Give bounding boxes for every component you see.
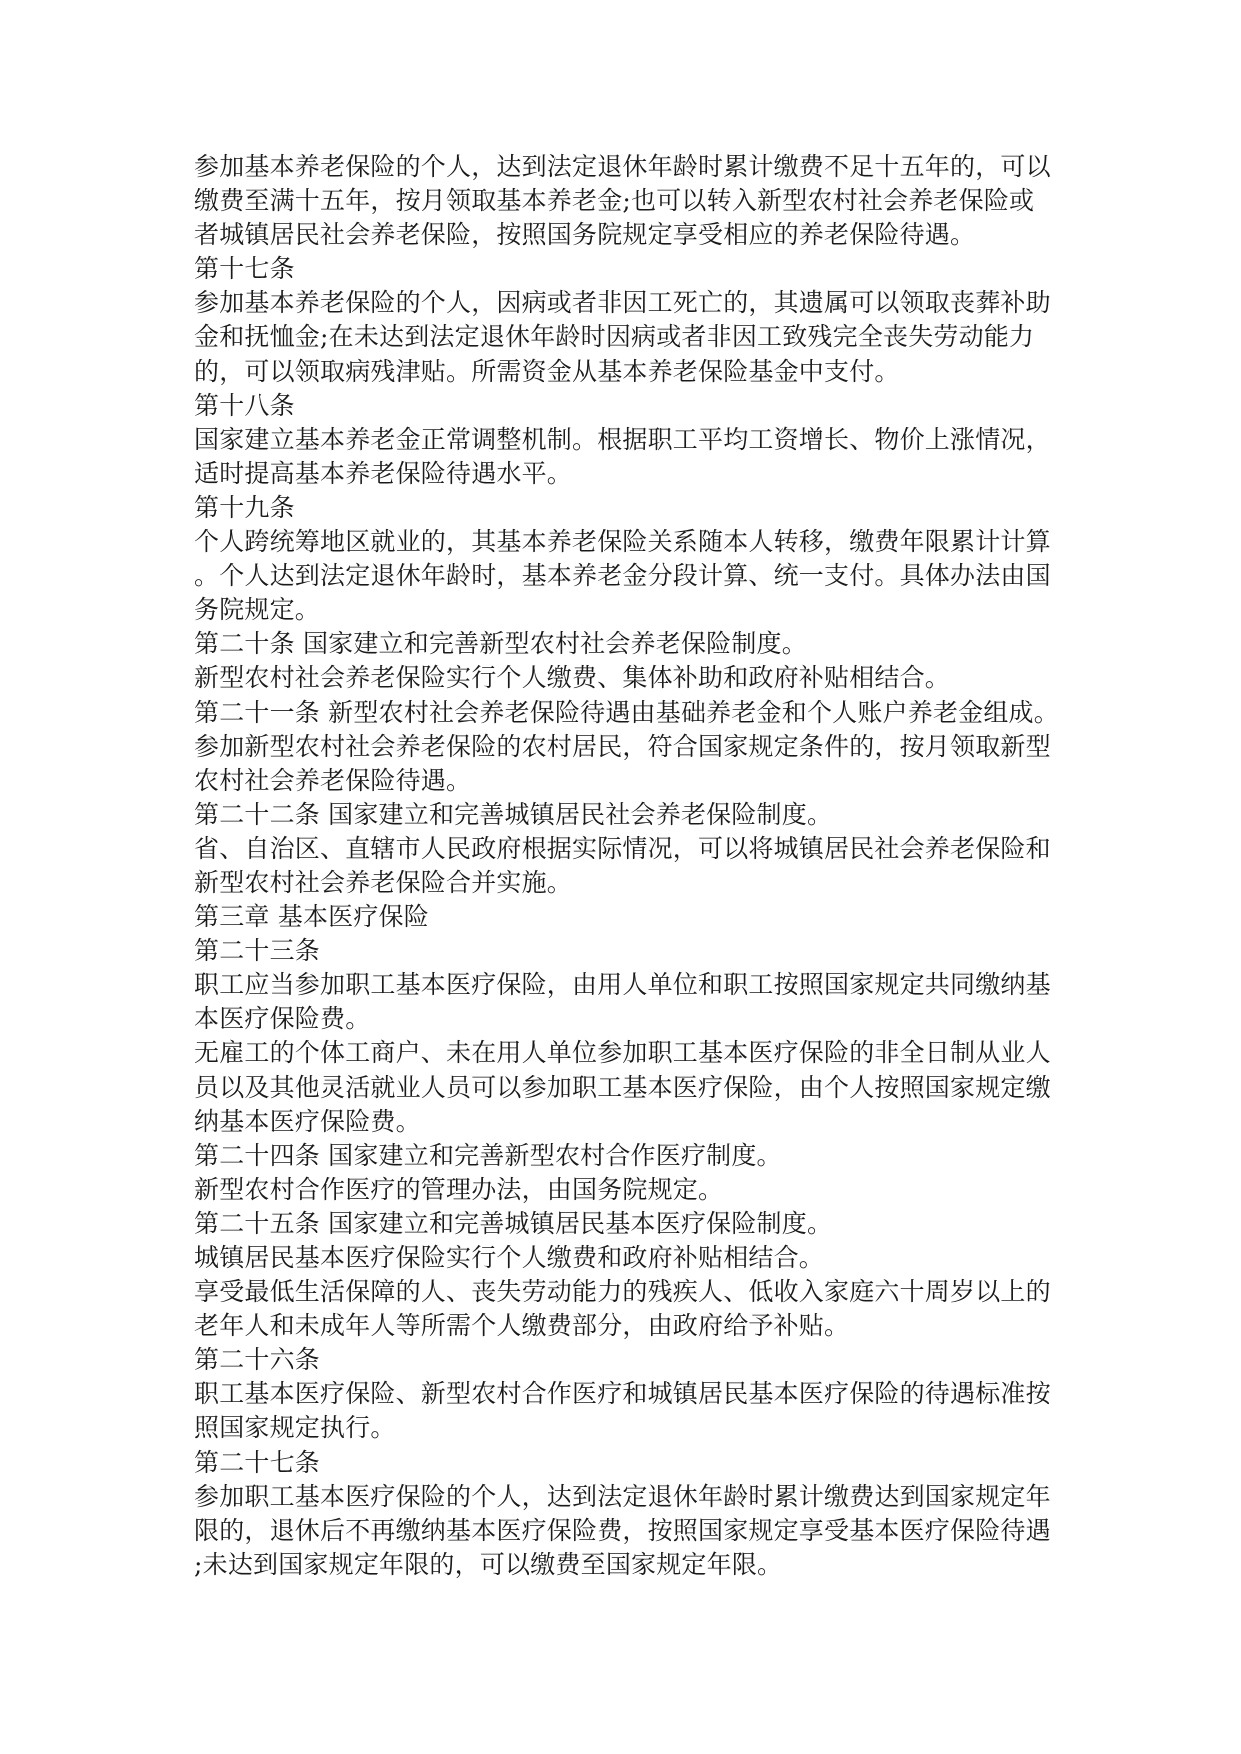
chapter-heading: 第三章 基本医疗保险 [194,902,429,932]
text-line: 缴费至满十五年，按月领取基本养老金;也可以转入新型农村社会养老保险或 [194,186,1035,216]
article-heading: 第十八条 [194,390,295,420]
article-heading: 第二十二条 国家建立和完善城镇居民社会养老保险制度。 [194,799,833,829]
text-line: 老年人和未成年人等所需个人缴费部分，由政府给予补贴。 [194,1311,850,1341]
article-heading: 第十九条 [194,492,295,522]
document-body [194,150,1059,1582]
text-line: 的，可以领取病残津贴。所需资金从基本养老保险基金中支付。 [194,356,900,386]
text-line: 城镇居民基本医疗保险实行个人缴费和政府补贴相结合。 [194,1243,825,1272]
text-line: 参加职工基本医疗保险的个人，达到法定退休年龄时累计缴费达到国家规定年 [194,1481,1051,1511]
text-line: 。个人达到法定退休年龄时，基本养老金分段计算、统一支付。具体办法由国 [194,561,1051,591]
article-heading: 第二十七条 [194,1447,321,1477]
text-line: 本医疗保险费。 [194,1004,371,1034]
text-line: 无雇工的个体工商户、未在用人单位参加职工基本医疗保险的非全日制从业人 [194,1038,1051,1068]
text-line: 金和抚恤金;在未达到法定退休年龄时因病或者非因工致残完全丧失劳动能力 [194,322,1035,352]
text-line: 职工应当参加职工基本医疗保险，由用人单位和职工按照国家规定共同缴纳基 [194,970,1051,1000]
text-line: 国家建立基本养老金正常调整机制。根据职工平均工资增长、物价上涨情况， [194,424,1051,454]
text-line: 个人跨统筹地区就业的，其基本养老保险关系随本人转移，缴费年限累计计算 [194,527,1051,557]
text-line: 新型农村合作医疗的管理办法，由国务院规定。 [194,1174,724,1204]
text-line: 员以及其他灵活就业人员可以参加职工基本医疗保险，由个人按照国家规定缴 [194,1072,1051,1102]
article-heading: 第二十六条 [194,1345,321,1375]
text-line: 新型农村社会养老保险合并实施。 [194,867,573,897]
text-line: 享受最低生活保障的人、丧失劳动能力的残疾人、低收入家庭六十周岁以上的 [194,1277,1051,1307]
article-heading: 第二十条 国家建立和完善新型农村社会养老保险制度。 [194,629,807,659]
text-line: 照国家规定执行。 [194,1413,396,1443]
article-heading: 第二十三条 [194,936,321,966]
text-line: 者城镇居民社会养老保险，按照国务院规定享受相应的养老保险待遇。 [194,220,976,250]
text-line: 限的，退休后不再缴纳基本医疗保险费，按照国家规定享受基本医疗保险待遇 [194,1515,1051,1545]
article-heading: 第十七条 [194,254,295,284]
text-line: 参加基本养老保险的个人，因病或者非因工死亡的，其遗属可以领取丧葬补助 [194,288,1051,318]
text-line: 省、自治区、直辖市人民政府根据实际情况，可以将城镇居民社会养老保险和 [194,833,1051,863]
text-line: 参加基本养老保险的个人，达到法定退休年龄时累计缴费不足十五年的，可以 [194,152,1051,181]
text-line: 参加新型农村社会养老保险的农村居民，符合国家规定条件的，按月领取新型 [194,731,1051,761]
text-line: 务院规定。 [194,595,321,625]
text-line: 适时提高基本养老保险待遇水平。 [194,458,573,488]
article-heading: 第二十四条 国家建立和完善新型农村合作医疗制度。 [194,1140,782,1170]
text-line: 纳基本医疗保险费。 [194,1106,421,1136]
text-line: ;未达到国家规定年限的，可以缴费至国家规定年限。 [194,1549,783,1579]
article-heading: 第二十一条 新型农村社会养老保险待遇由基础养老金和个人账户养老金组成。 [194,697,1059,727]
text-line: 职工基本医疗保险、新型农村合作医疗和城镇居民基本医疗保险的待遇标准按 [194,1379,1051,1409]
text-line: 农村社会养老保险待遇。 [194,765,472,795]
text-line: 新型农村社会养老保险实行个人缴费、集体补助和政府补贴相结合。 [194,663,951,693]
article-heading: 第二十五条 国家建立和完善城镇居民基本医疗保险制度。 [194,1208,833,1238]
